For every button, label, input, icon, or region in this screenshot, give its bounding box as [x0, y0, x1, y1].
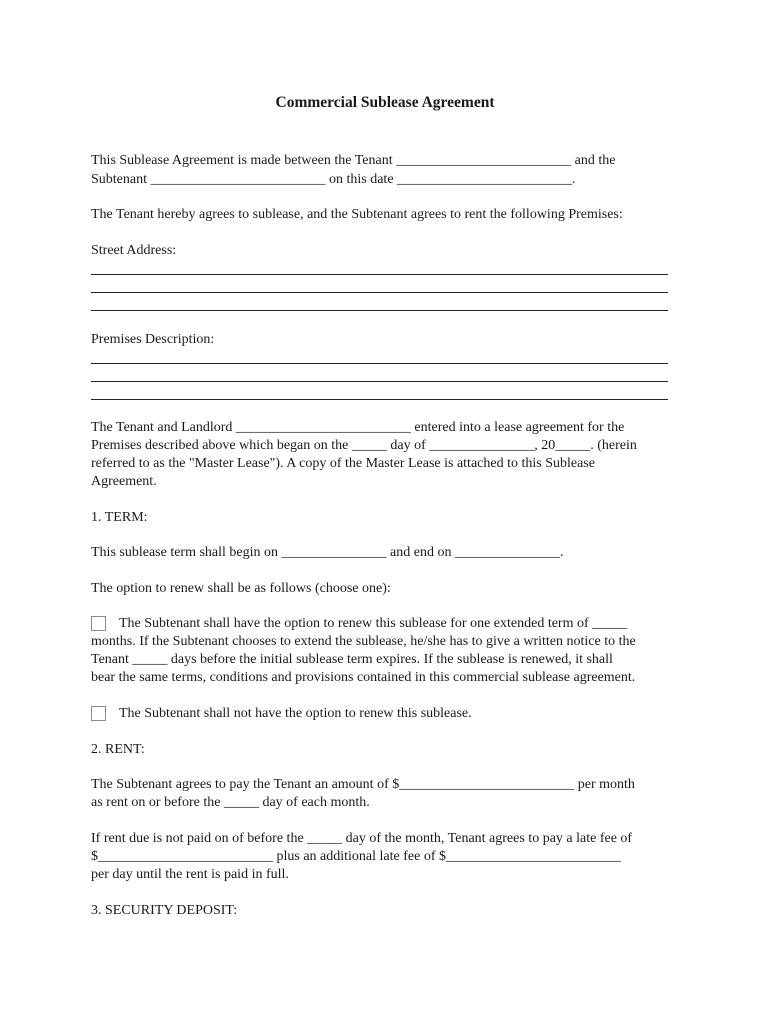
term-text: This sublease term shall begin on _______________ and end on _______________.: [91, 545, 564, 560]
late-fee-line-3: per day until the rent is paid in full.: [91, 867, 289, 882]
document-title: Commercial Sublease Agreement: [275, 94, 495, 111]
security-deposit-heading: 3. SECURITY DEPOSIT:: [91, 903, 238, 918]
late-fee-line-2: $_________________________ plus an additional late fee of $_________________________: [91, 849, 621, 864]
premises-description-line-2[interactable]: [91, 381, 668, 382]
late-fee-line-1: If rent due is not paid on of before the _____ day of the month, Tenant agrees to pay a late fee of: [91, 831, 633, 846]
renew-option-line-3: Tenant _____ days before the initial sublease term expires. If the sublease is renewed, it shall: [91, 652, 613, 667]
no-renew-option-text: The Subtenant shall not have the option to renew this sublease.: [119, 706, 472, 721]
term-heading: 1. TERM:: [91, 510, 148, 525]
renew-intro: The option to renew shall be as follows (choose one):: [91, 581, 391, 596]
renew-option-line-1: The Subtenant shall have the option to renew this sublease for one extended term of _____: [119, 616, 628, 631]
street-address-label: Street Address:: [91, 243, 177, 258]
premises-description-line-3[interactable]: [91, 399, 668, 400]
rent-heading: 2. RENT:: [91, 742, 145, 757]
premises-description-label: Premises Description:: [91, 332, 215, 347]
street-address-line-3[interactable]: [91, 310, 668, 311]
renew-option-checkbox[interactable]: [91, 616, 106, 631]
renew-option-line-4: bear the same terms, conditions and provisions contained in this commercial sublease agreement.: [91, 670, 636, 685]
no-renew-option-checkbox[interactable]: [91, 706, 106, 721]
rent-text-line-2: as rent on or before the _____ day of each month.: [91, 795, 370, 810]
premises-intro: The Tenant hereby agrees to sublease, and the Subtenant agrees to rent the following Premises:: [91, 207, 623, 222]
rent-text-line-1: The Subtenant agrees to pay the Tenant an amount of $_________________________ per month: [91, 777, 635, 792]
master-lease-line-3: referred to as the "Master Lease"). A copy of the Master Lease is attached to this Sublease: [91, 456, 595, 471]
premises-description-line-1[interactable]: [91, 363, 668, 364]
intro-line-2: Subtenant _________________________ on this date _________________________.: [91, 172, 576, 187]
street-address-line-1[interactable]: [91, 274, 668, 275]
master-lease-line-1: The Tenant and Landlord _________________________ entered into a lease agreement for the: [91, 420, 625, 435]
renew-option-line-2: months. If the Subtenant chooses to extend the sublease, he/she has to give a written notice to the: [91, 634, 636, 649]
street-address-line-2[interactable]: [91, 292, 668, 293]
master-lease-line-4: Agreement.: [91, 474, 157, 489]
master-lease-line-2: Premises described above which began on the _____ day of _______________, 20_____. (herein: [91, 438, 637, 453]
intro-line-1: This Sublease Agreement is made between the Tenant _________________________ and the: [91, 153, 616, 168]
